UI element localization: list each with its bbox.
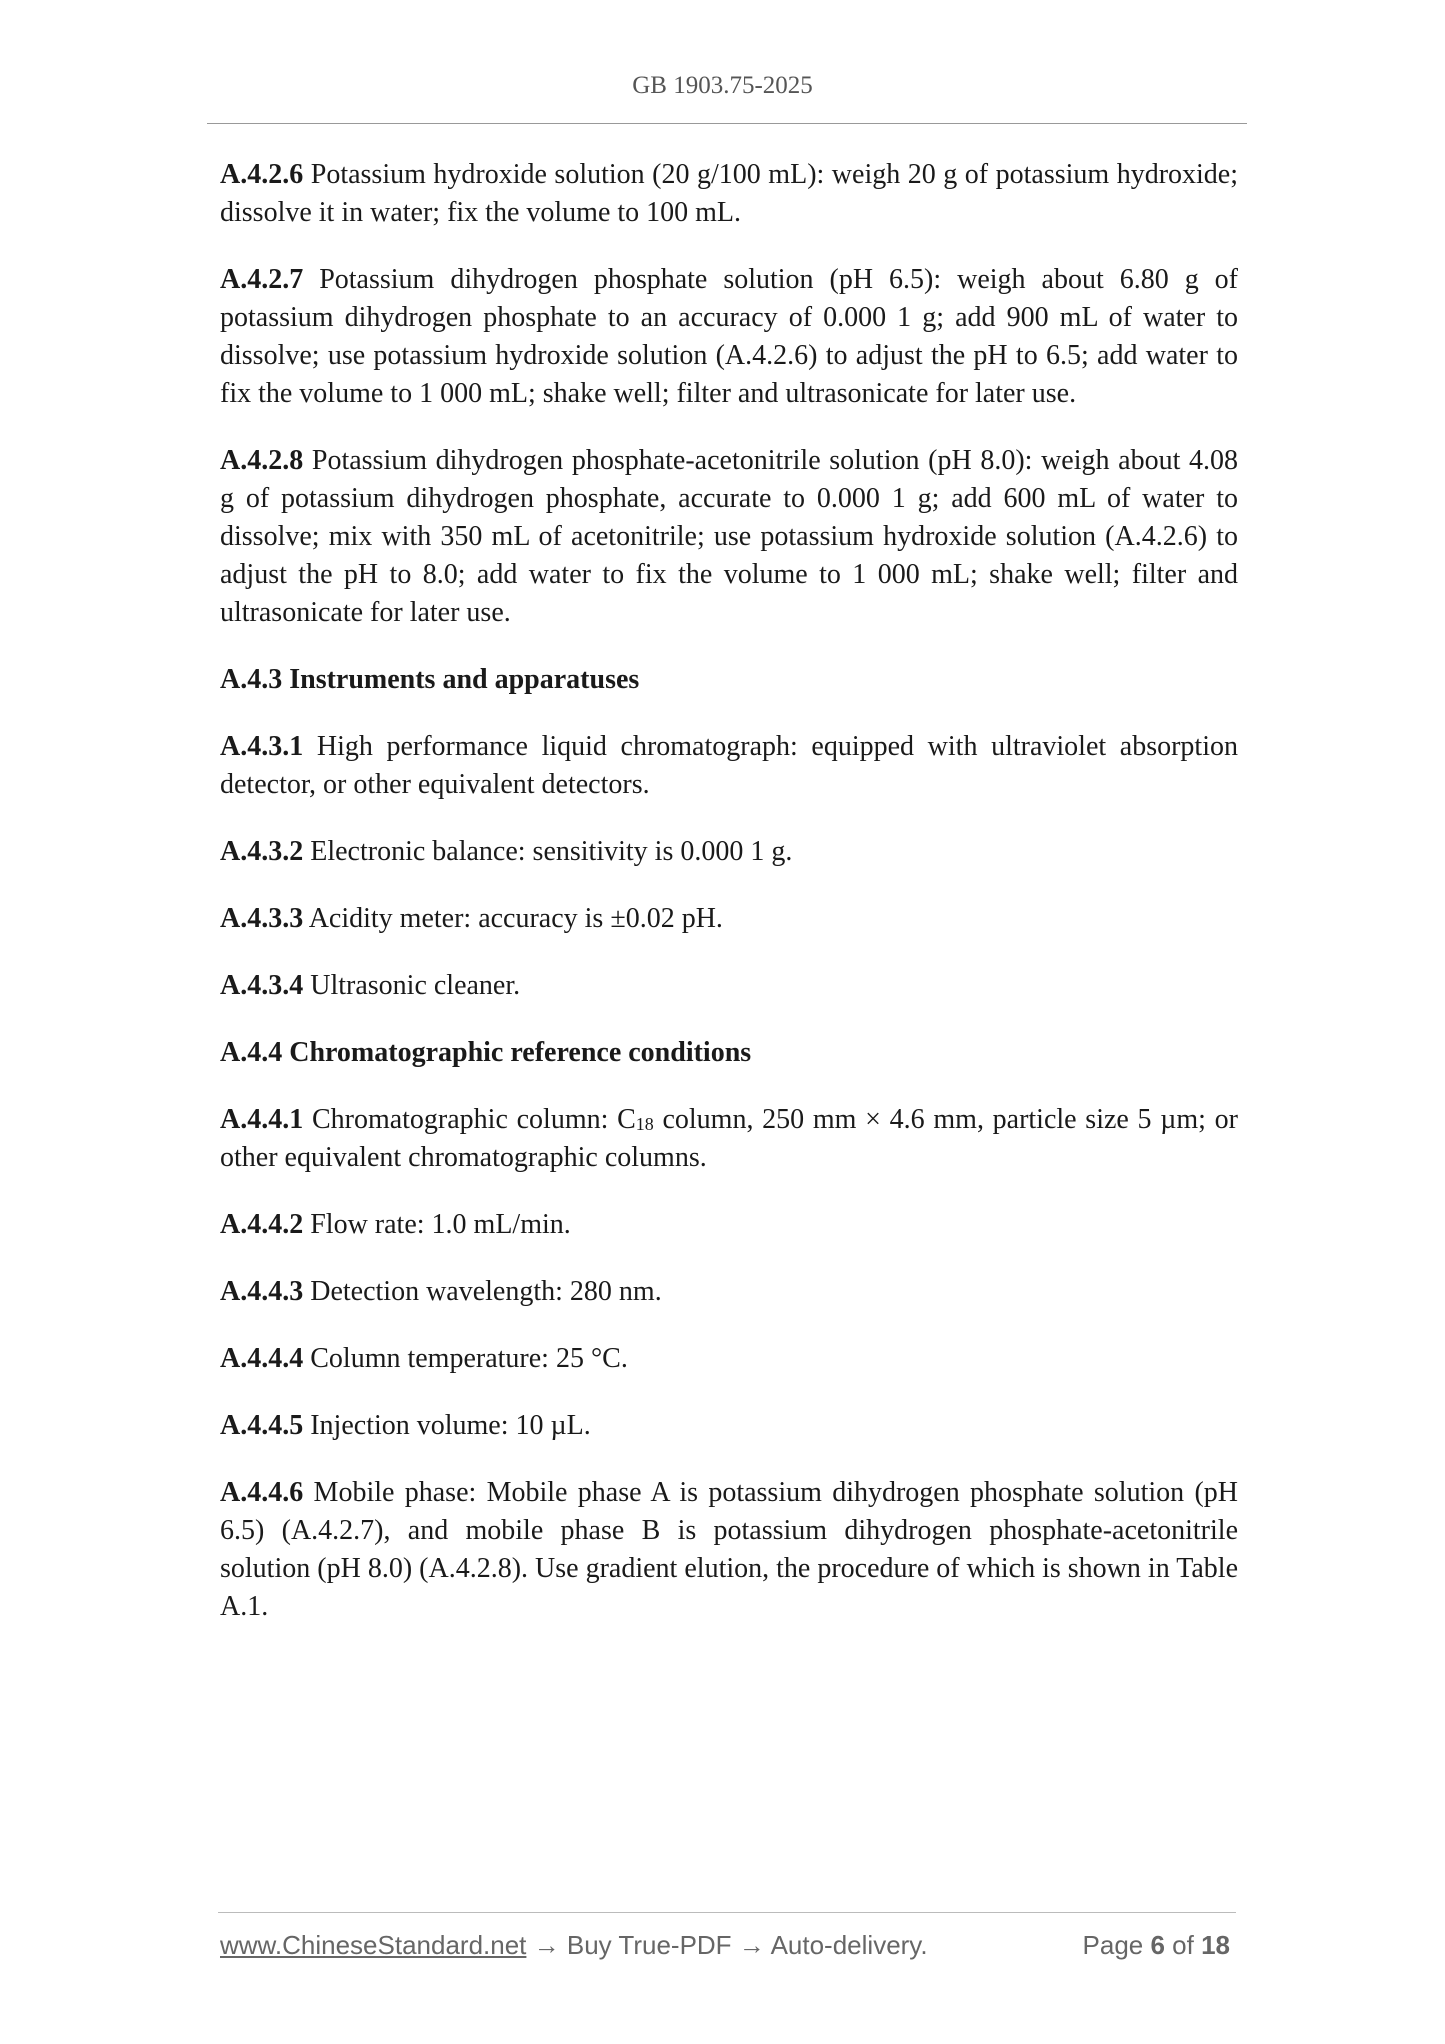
paragraph-a446 bbox=[220, 1474, 1238, 1626]
section-heading-a43: A.4.3 Instruments and apparatuses bbox=[220, 664, 640, 695]
clause-text: Potassium dihydrogen phosphate solution (pH 6.5): weigh about 6.80 g of potassium dihydrogen phosphate to an accuracy of 0.000 1 g; add 900 mL of water to dissolve; use potassium hydroxide solution (A.4.2.6) to adjust the pH to 6.5; add water to fix the volume to 1 000 mL; shake well; filter and ultrasonicate for later use. bbox=[220, 264, 1238, 409]
clause-text: column, 250 mm × 4.6 mm, particle size 5 µm; or other equivalent chromatographic columns. bbox=[220, 1104, 1238, 1173]
clause-text: Ultrasonic cleaner. bbox=[303, 970, 521, 1001]
clause-number: A.4.4.1 bbox=[220, 1104, 304, 1135]
clause-number: A.4.4.2 bbox=[220, 1209, 304, 1240]
clause-text: Mobile phase: Mobile phase A is potassium dihydrogen phosphate solution (pH 6.5) (A.4.2.7), and mobile phase B is potassium dihydrogen phosphate-acetonitrile solution (pH 8.0) (A.4.2.8). Use gradient elution, the procedure of which is shown in Table A.1. bbox=[220, 1477, 1238, 1622]
paragraph-a432 bbox=[220, 833, 1238, 871]
website-link[interactable]: www.ChineseStandard.net bbox=[220, 1930, 527, 1960]
clause-number: A.4.2.8 bbox=[220, 445, 304, 476]
clause-number: A.4.3.2 bbox=[220, 836, 304, 867]
paragraph-a431 bbox=[220, 728, 1238, 804]
paragraph-a427 bbox=[220, 261, 1238, 413]
paragraph-a442 bbox=[220, 1206, 1238, 1244]
page-number bbox=[1083, 1930, 1230, 1961]
page-label: Page bbox=[1082, 1930, 1151, 1960]
clause-number: A.4.2.7 bbox=[220, 264, 304, 295]
paragraph-a426 bbox=[220, 156, 1238, 232]
clause-text: High performance liquid chromatograph: equipped with ultraviolet absorption detector, or other equivalent detectors. bbox=[220, 731, 1238, 800]
clause-number: A.4.3.1 bbox=[220, 731, 304, 762]
header-divider bbox=[207, 123, 1247, 124]
document-body bbox=[220, 156, 1238, 1655]
footer-divider bbox=[218, 1912, 1236, 1913]
clause-text: Electronic balance: sensitivity is 0.000 1 g. bbox=[303, 836, 793, 867]
page-current: 6 bbox=[1150, 1930, 1165, 1960]
clause-number: A.4.4.6 bbox=[220, 1477, 304, 1508]
clause-text: Acidity meter: accuracy is ±0.02 pH. bbox=[303, 903, 723, 934]
clause-number: A.4.4.5 bbox=[220, 1410, 304, 1441]
footer-tagline: → Buy True-PDF → Auto-delivery. bbox=[526, 1930, 928, 1960]
clause-text: Injection volume: 10 µL. bbox=[303, 1410, 591, 1441]
document-header-title: GB 1903.75-2025 bbox=[632, 72, 813, 99]
clause-number: A.4.4.4 bbox=[220, 1343, 304, 1374]
clause-number: A.4.3.4 bbox=[220, 970, 304, 1001]
section-heading-a44: A.4.4 Chromatographic reference conditions bbox=[220, 1037, 752, 1068]
paragraph-a444 bbox=[220, 1340, 1238, 1378]
clause-text: Flow rate: 1.0 mL/min. bbox=[303, 1209, 571, 1240]
page-total: 18 bbox=[1201, 1930, 1230, 1960]
paragraph-a428 bbox=[220, 442, 1238, 632]
paragraph-a433 bbox=[220, 900, 1238, 938]
clause-text: Potassium dihydrogen phosphate-acetonitrile solution (pH 8.0): weigh about 4.08 g of potassium dihydrogen phosphate, accurate to 0.000 1 g; add 600 mL of water to dissolve; mix with 350 mL of acetonitrile; use potassium hydroxide solution (A.4.2.6) to adjust the pH to 8.0; add water to fix the volume to 1 000 mL; shake well; filter and ultrasonicate for later use. bbox=[220, 445, 1238, 628]
clause-text: Detection wavelength: 280 nm. bbox=[303, 1276, 662, 1307]
clause-number: A.4.4.3 bbox=[220, 1276, 304, 1307]
clause-number: A.4.2.6 bbox=[220, 159, 304, 190]
paragraph-a443 bbox=[220, 1273, 1238, 1311]
clause-text: Column temperature: 25 °C. bbox=[303, 1343, 628, 1374]
clause-text: Potassium hydroxide solution (20 g/100 mL): weigh 20 g of potassium hydroxide; dissolve it in water; fix the volume to 100 mL. bbox=[220, 159, 1238, 228]
subscript: 18 bbox=[635, 1114, 654, 1134]
clause-text: Chromatographic column: C bbox=[303, 1104, 636, 1135]
clause-number: A.4.3.3 bbox=[220, 903, 304, 934]
paragraph-a441 bbox=[220, 1101, 1238, 1177]
paragraph-a445 bbox=[220, 1407, 1238, 1445]
paragraph-a434 bbox=[220, 967, 1238, 1005]
page-of-label: of bbox=[1164, 1930, 1202, 1960]
footer-promo bbox=[220, 1930, 928, 1961]
